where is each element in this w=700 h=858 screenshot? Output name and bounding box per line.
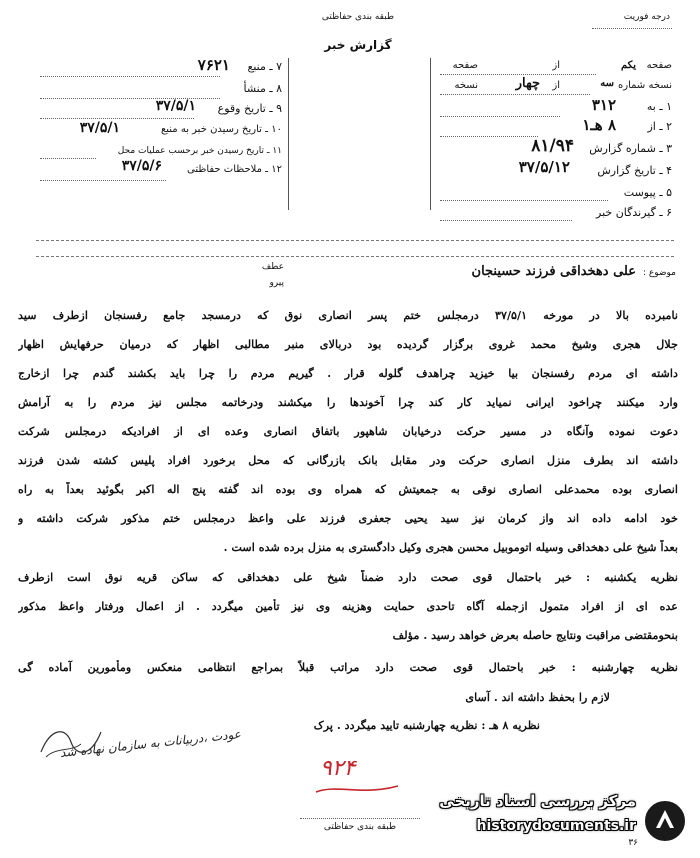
field-occurrence-value: ۳۷/۵/۱ bbox=[155, 98, 196, 114]
body-line: دعوت نموده وآنگاه در مسیر حرکت درخیابان شاهپور باتفاق انصاری وعده ای از افرادیکه درمجلس شرکت bbox=[18, 424, 678, 438]
field-occurrence-label: ۹ ـ تاریخ وقوع bbox=[217, 102, 282, 115]
opinion-line: نظریه یکشنبه : خبر باحتمال قوی صحت دارد ضمناً شیخ علی دهخداقی که ساکن قریه نوق است ازطرف bbox=[18, 570, 678, 584]
red-underline-icon bbox=[312, 780, 402, 800]
field-security-dotline bbox=[40, 180, 166, 181]
header-separator-bottom bbox=[36, 256, 674, 257]
opinion-line: بنحومقتضی مراقبت ونتایج حاصله بعرض خواهد رسید . مؤلف bbox=[392, 628, 678, 642]
field-receipt-value: ۳۷/۵/۱ bbox=[79, 120, 120, 136]
field-receipt-label: ۱۰ ـ تاریخ رسیدن خبر به منبع bbox=[160, 124, 282, 135]
field-recipients-dotline bbox=[440, 220, 572, 221]
page-row-dotline bbox=[440, 74, 596, 75]
page-number: ۳۶ bbox=[628, 838, 638, 848]
body-line: نامبرده بالا در مورخه ۳۷/۵/۱ درمجلس ختم پسر انصاری نوق که درمسجد جامع رفسنجان ازطرف سید bbox=[18, 308, 678, 322]
header-separator-top bbox=[36, 240, 674, 241]
field-security-label: ۱۲ ـ ملاحظات حفاظتی bbox=[187, 164, 282, 175]
body-line: خود ادامه داده اند واز کرمان نیز سید یحیی جعفری فرزند علی واعظ درمجلس ختم مذکور شرکت داشته و bbox=[18, 511, 678, 525]
field-attachment-label: ۵ ـ پیوست bbox=[623, 186, 672, 199]
copy-row-b: از bbox=[552, 80, 560, 91]
red-number: ۹۲۴ bbox=[320, 756, 356, 781]
copy-row-a: نسخه شماره bbox=[618, 80, 672, 91]
field-attachment-dotline bbox=[440, 200, 608, 201]
header-vertical-divider-2 bbox=[430, 58, 431, 210]
subject-label: موضوع : bbox=[642, 268, 676, 278]
field-origin-label: ۸ ـ منشأ bbox=[243, 82, 282, 95]
opinion-line: نظریه ۸ هـ : نظریه چهارشنبه تایید میگردد . پرک bbox=[313, 718, 540, 732]
body-line: داشته ای مردم رفسنجان بیا خیزید چراهدف گلوله قرار . گیریم مردم را چرا باید بکشند گندم چرا ازخارج bbox=[18, 366, 678, 380]
field-from-label: ۲ ـ از bbox=[647, 120, 672, 133]
note-scribble-icon bbox=[36, 722, 106, 762]
copy-row-a-value: سه bbox=[600, 78, 614, 89]
field-report-number-value: ۸۱/۹۴ bbox=[531, 136, 574, 156]
body-line: انصاری بوده محمدعلی انصاری نوقی به جمعیتش که همراه وی بوده اند گفته پنج اله اکبر بگوئید بعداً به راه bbox=[18, 482, 678, 496]
handwritten-note: عودت ،دربیانات به سازمان نهاده شد bbox=[59, 727, 242, 760]
field-to-value: ۳۱۲ bbox=[591, 96, 616, 114]
field-security-value: ۳۷/۵/۶ bbox=[121, 158, 162, 174]
field-source-label: ۷ ـ منبع bbox=[247, 60, 282, 73]
copy-row-b-value: چهار bbox=[515, 76, 540, 91]
watermark-logo bbox=[392, 790, 692, 852]
classification-bottom: طبقه بندی حفاظتی bbox=[323, 822, 397, 832]
page-row-c: صفحه bbox=[452, 60, 478, 71]
field-report-number-label: ۳ ـ شماره گزارش bbox=[589, 142, 672, 155]
body-line: جلال هجری وشیخ محمد غروی برگزار گردیده بود دربالای منبر مطالبی اظهار که درمیان حرفهایش اظهار bbox=[18, 337, 678, 351]
page-row-a-value: یکم bbox=[621, 60, 636, 71]
body-line: داشته اند بطرف منزل انصاری حرکت ودر مقابل بانک بازرگانی که محل برخورد افراد پلیس کشته شدن فرزند bbox=[18, 453, 678, 467]
opinion-line: عده ای از افراد متمول ازجمله آگاه تاحدی حمایت وهزینه وی نیز تأمین میگردد . از اعمال ورفتار واعظ مذکور bbox=[18, 599, 678, 613]
reference-label: عطف bbox=[261, 262, 284, 272]
field-to-label: ۱ ـ به bbox=[646, 100, 672, 113]
reference2-label: پیرو bbox=[269, 278, 284, 288]
field-occurrence-dotline bbox=[40, 118, 194, 119]
field-report-date-label: ۴ ـ تاریخ گزارش bbox=[597, 164, 672, 177]
subject-value: علی دهخداقی فرزند حسینجان bbox=[471, 264, 636, 279]
field-operation-label: ۱۱ ـ تاریخ رسیدن خبر برحسب عملیات محل bbox=[117, 146, 282, 156]
body-line: بعداً شیخ علی دهخداقی وسیله اتوموبیل محسن هجری وکیل دادگستری به منزل برده شده است . bbox=[223, 540, 678, 554]
page-row-a: صفحه bbox=[646, 60, 672, 71]
priority-label: درجه فوریت bbox=[623, 12, 670, 22]
opinion-line: لازم را بحفظ داشته اند . آسای bbox=[465, 690, 610, 704]
opinion-line: نظریه چهارشنبه : خبر باحتمال قوی صحت دارد مراتب قبلاً بمراجع انتظامی منعکس ومأمورین آماده گی bbox=[18, 660, 678, 674]
archive-logo-icon bbox=[642, 798, 688, 844]
report-title: گزارش خبر bbox=[324, 38, 392, 52]
field-report-date-value: ۳۷/۵/۱۲ bbox=[518, 158, 570, 176]
watermark-title: مرکز بررسی اسناد تاریخی bbox=[439, 792, 636, 810]
body-line: وارد میکنند چراخود ایرانی نمیاید کار کند چرا آخوندها را میکشند ودرخاتمه مجلس نیز مردم را به آرامش bbox=[18, 395, 678, 409]
priority-dotline bbox=[592, 28, 672, 29]
field-from-value: ۸ هـ۱ bbox=[582, 116, 616, 134]
field-recipients-label: ۶ ـ گیرندگان خبر bbox=[596, 206, 672, 219]
field-source-dotline bbox=[40, 76, 220, 77]
copy-row-dotline bbox=[440, 94, 590, 95]
header-vertical-divider bbox=[288, 58, 289, 210]
copy-row-c: نسخه bbox=[454, 80, 478, 91]
classification-top: طبقه بندی حفاظتی bbox=[321, 12, 395, 22]
field-source-value: ۷۶۲۱ bbox=[197, 56, 230, 74]
watermark-url: historydocuments.ir bbox=[476, 818, 636, 834]
page-row-b: از bbox=[552, 60, 560, 71]
